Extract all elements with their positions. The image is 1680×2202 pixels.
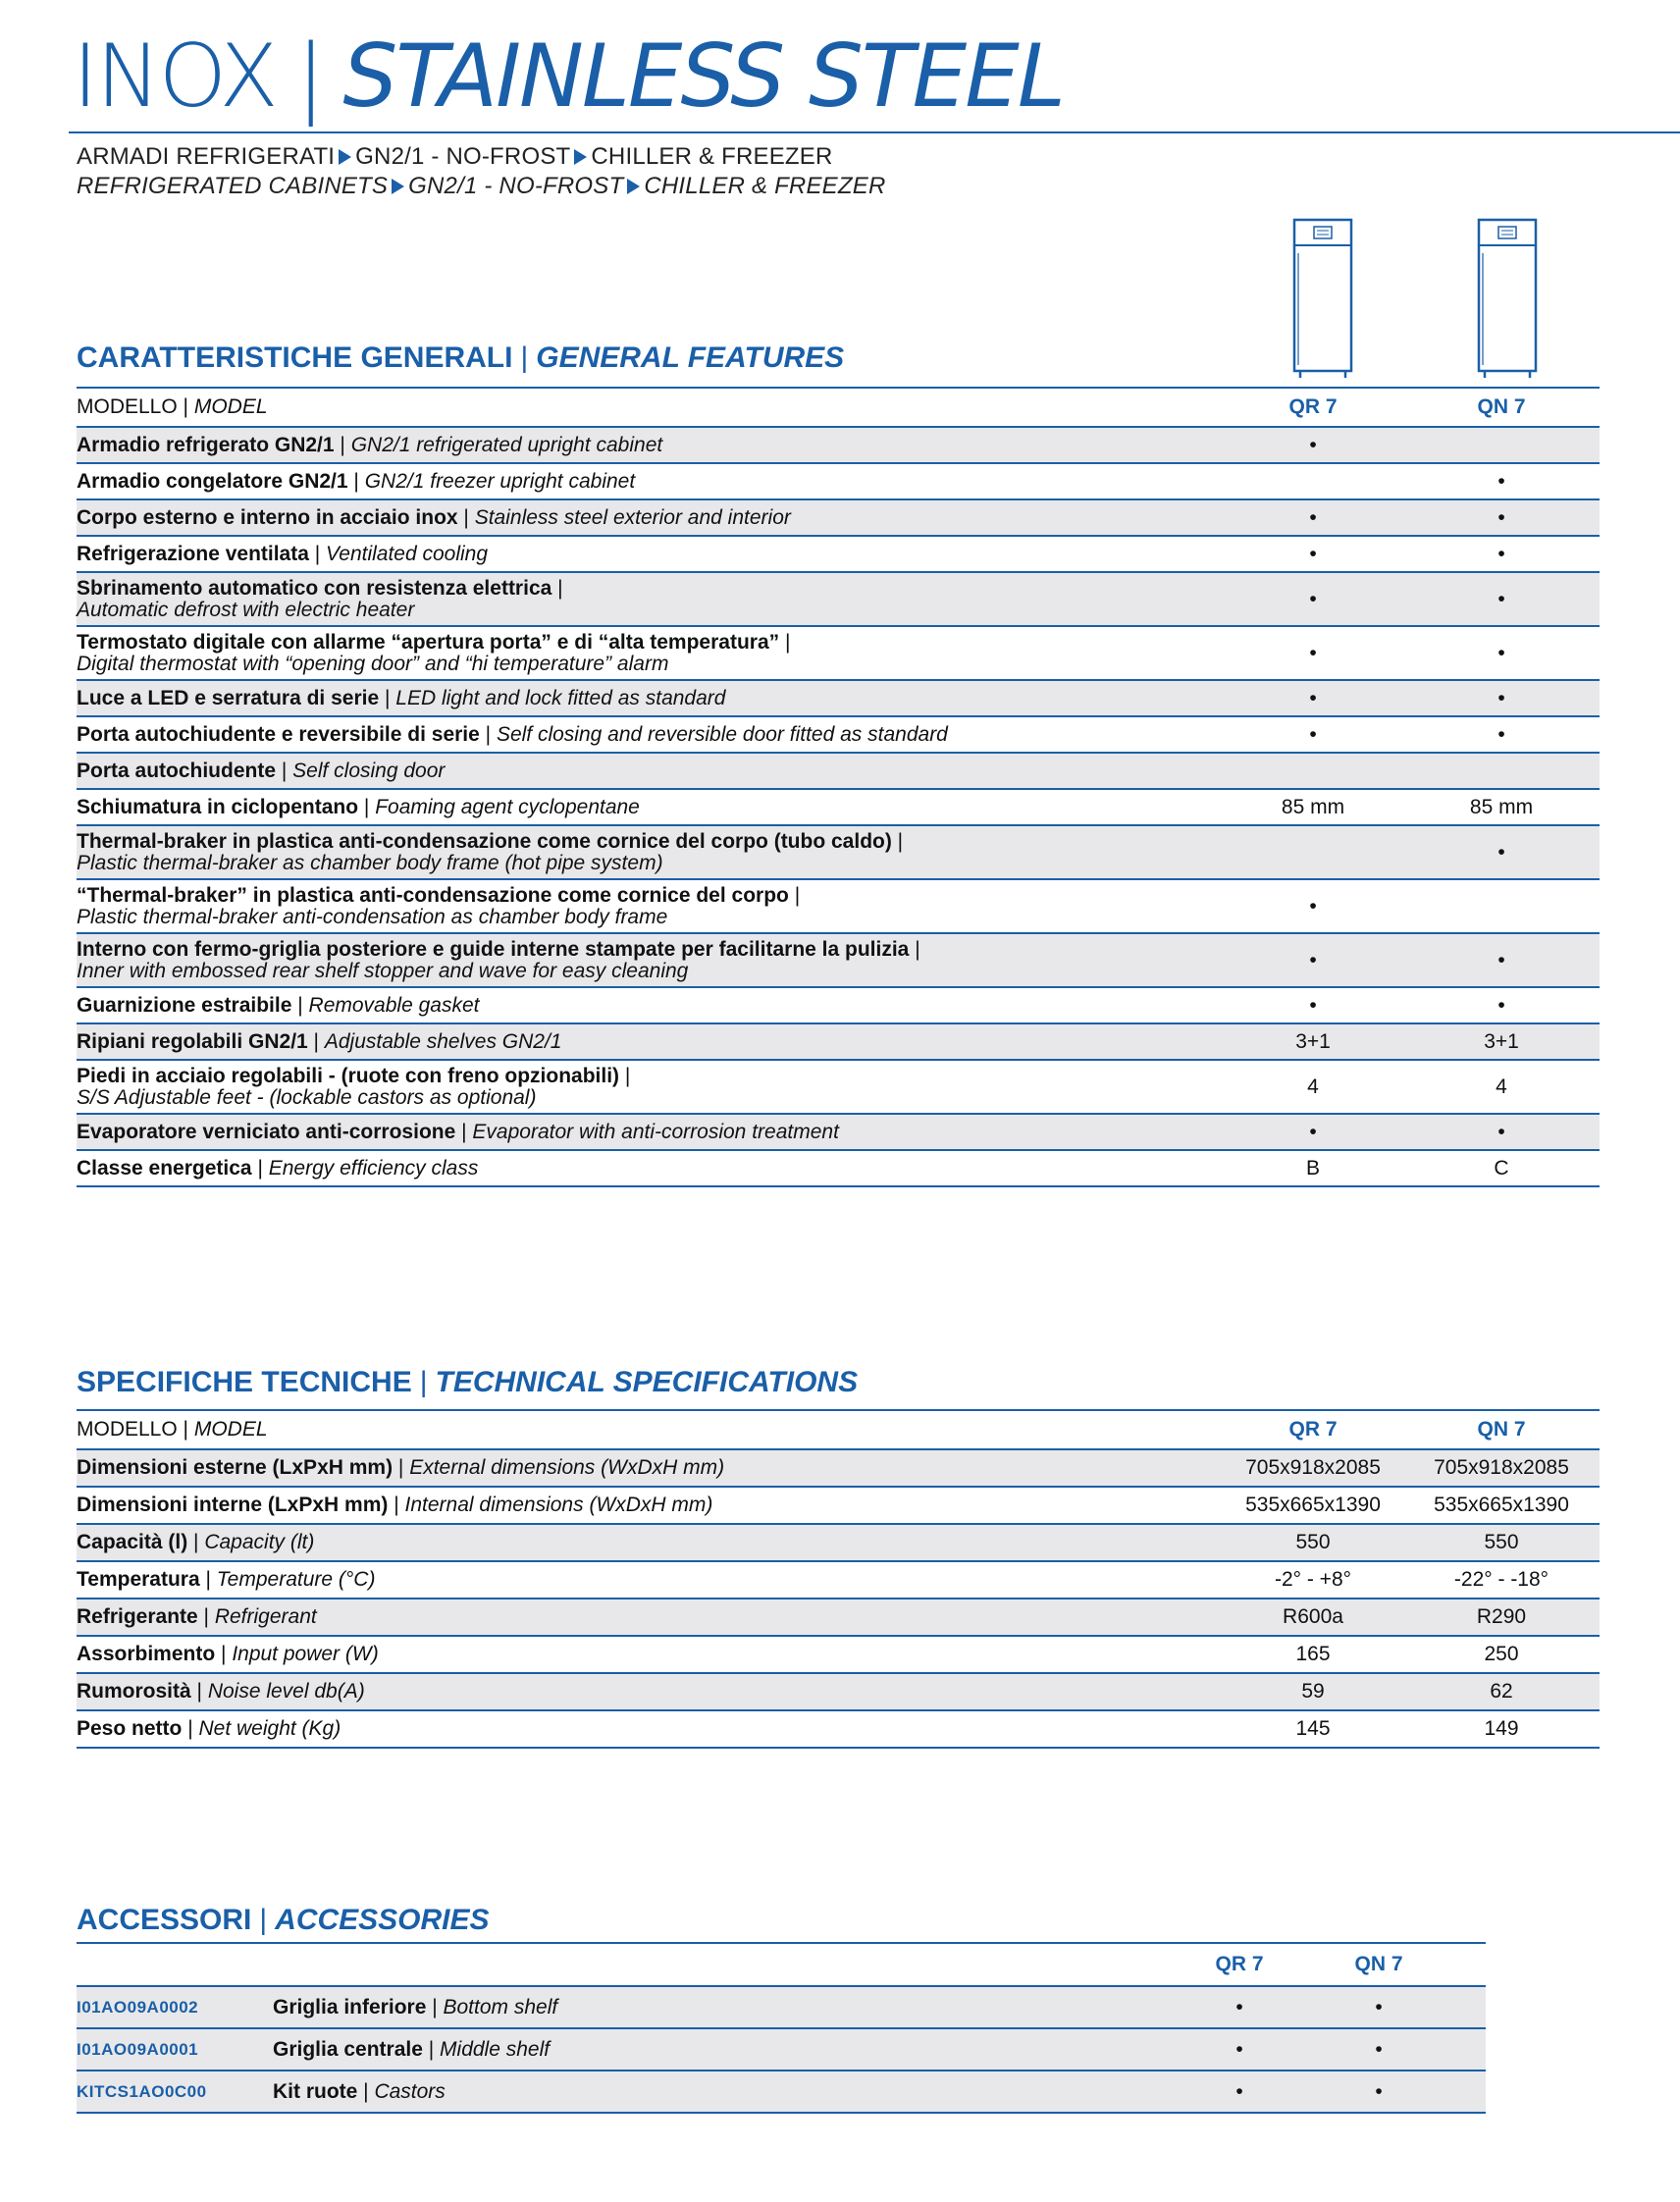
table-header-row <box>77 1411 1600 1450</box>
accessory-label-it: Kit ruote <box>273 2079 358 2103</box>
table-row <box>77 1151 1600 1187</box>
arrow-right-icon <box>339 149 351 165</box>
table-row <box>77 2029 1486 2071</box>
refrigerated-cabinet-icon <box>1292 218 1353 379</box>
subtitle-it-part: ARMADI REFRIGERATI <box>77 143 336 170</box>
accessory-qn7: • <box>1375 2080 1383 2103</box>
row-label-sep: | <box>187 1531 205 1553</box>
table-row <box>77 1024 1600 1061</box>
value-qr7: 4 <box>1307 1075 1319 1098</box>
table-row <box>77 1674 1600 1711</box>
subtitle-it-part: GN2/1 - NO-FROST <box>355 143 571 170</box>
table-row <box>77 790 1600 826</box>
row-label-it: Porta autochiudente <box>77 759 277 782</box>
row-label-sep: | <box>197 1605 215 1628</box>
value-qr7 <box>1220 826 1406 878</box>
accessories-heading <box>77 1904 490 1937</box>
row-label-sep: | <box>308 542 327 565</box>
model-label-sep: | <box>177 1418 194 1441</box>
table-row <box>77 464 1600 500</box>
table-row <box>77 428 1600 464</box>
row-label-en: Internal dimensions (WxDxH mm) <box>404 1494 713 1516</box>
value-qn7: • <box>1497 588 1505 610</box>
value-qn7: 535x665x1390 <box>1434 1494 1569 1516</box>
value-qn7: • <box>1497 949 1505 971</box>
value-qr7 <box>1220 754 1406 788</box>
value-qn7: 3+1 <box>1484 1029 1519 1053</box>
value-qr7: -2° - +8° <box>1274 1568 1352 1591</box>
table-row <box>77 627 1600 681</box>
row-label-en: S/S Adjustable feet - (lockable castors as optional) <box>77 1085 537 1109</box>
table-row <box>77 537 1600 573</box>
row-label-sep: | <box>334 433 351 456</box>
features-heading <box>77 341 844 375</box>
value-qn7: • <box>1497 723 1505 746</box>
table-row <box>77 1711 1600 1749</box>
row-label-sep: | <box>619 1064 631 1087</box>
table-header-row <box>77 1944 1486 1987</box>
row-label-en: Self closing door <box>292 759 446 782</box>
row-label-sep: | <box>251 1156 269 1180</box>
value-qn7: 250 <box>1484 1643 1519 1665</box>
accessories-heading-en: ACCESSORIES <box>275 1904 490 1936</box>
row-label-en: Refrigerant <box>214 1605 317 1628</box>
row-label-en: GN2/1 freezer upright cabinet <box>364 469 636 493</box>
row-label-sep: | <box>388 1494 405 1516</box>
row-label-en: External dimensions (WxDxH mm) <box>409 1456 725 1479</box>
row-label-sep: | <box>891 829 904 853</box>
specs-heading-it: SPECIFICHE TECNICHE <box>77 1366 412 1398</box>
accessories-table <box>77 1942 1486 2114</box>
row-label-sep: | <box>182 1717 199 1740</box>
row-label-sep: | <box>215 1643 233 1665</box>
title-separator: | <box>295 26 324 127</box>
column-header-qn7: QN 7 <box>1477 1418 1526 1441</box>
value-qr7: • <box>1309 994 1317 1017</box>
row-label-en: Stainless steel exterior and interior <box>474 505 791 529</box>
row-label-sep: | <box>199 1568 217 1591</box>
accessory-label-en: Middle shelf <box>440 2037 551 2061</box>
row-label-it: Refrigerante <box>77 1605 198 1628</box>
row-label-sep: | <box>358 795 376 818</box>
freezer-cabinet-icon <box>1477 218 1538 379</box>
row-label-en: Adjustable shelves GN2/1 <box>324 1029 562 1053</box>
row-label-it: Interno con fermo-griglia posteriore e guide interne stampate per facilitarne la pulizia <box>77 937 910 961</box>
table-row <box>77 880 1600 934</box>
value-qn7: • <box>1497 470 1505 493</box>
value-qr7: • <box>1309 1121 1317 1143</box>
row-label-it: Dimensioni interne (LxPxH mm) <box>77 1494 389 1516</box>
subtitle-english <box>77 173 885 200</box>
row-label-en: Plastic thermal-braker anti-condensation as chamber body frame <box>77 905 668 928</box>
row-label-sep: | <box>393 1456 410 1479</box>
table-row <box>77 754 1600 790</box>
accessories-heading-it: ACCESSORI <box>77 1904 252 1936</box>
arrow-right-icon <box>627 179 640 194</box>
table-header-row <box>77 389 1600 428</box>
model-label-it: MODELLO <box>77 1418 178 1441</box>
heading-separator: | <box>520 341 529 374</box>
column-header-qn7: QN 7 <box>1477 395 1526 418</box>
value-qr7: 550 <box>1295 1531 1331 1553</box>
row-label-it: Temperatura <box>77 1568 200 1591</box>
row-label-it: Corpo esterno e interno in acciaio inox <box>77 505 458 529</box>
specs-heading-en: TECHNICAL SPECIFICATIONS <box>435 1366 859 1398</box>
specs-heading <box>77 1366 858 1399</box>
value-qr7: • <box>1309 588 1317 610</box>
column-header-qr7: QR 7 <box>1215 1953 1264 1975</box>
value-qn7: • <box>1497 1121 1505 1143</box>
row-label-en: Foaming agent cyclopentane <box>375 795 640 818</box>
features-heading-it: CARATTERISTICHE GENERALI <box>77 341 513 374</box>
row-label-it: Assorbimento <box>77 1643 216 1665</box>
value-qr7: • <box>1309 723 1317 746</box>
accessory-label-it: Griglia inferiore <box>273 1995 427 2018</box>
subtitle-en-part: GN2/1 - NO-FROST <box>408 173 624 199</box>
features-table <box>77 387 1600 1187</box>
title-stainless-steel: STAINLESS STEEL <box>342 26 1064 127</box>
row-label-it: Ripiani regolabili GN2/1 <box>77 1029 308 1053</box>
subtitle-italian <box>77 143 833 171</box>
value-qr7: • <box>1309 543 1317 565</box>
row-label-it: Porta autochiudente e reversibile di serie <box>77 722 480 746</box>
value-qr7 <box>1220 464 1406 498</box>
value-qr7: 705x918x2085 <box>1245 1456 1381 1479</box>
row-label-sep: | <box>551 576 563 600</box>
row-label-sep: | <box>190 1680 208 1703</box>
accessory-label-sep: | <box>357 2079 375 2103</box>
accessory-code: KITCS1AO0C00 <box>77 2081 207 2101</box>
row-label-it: Schiumatura in ciclopentano <box>77 795 359 818</box>
arrow-right-icon <box>392 179 404 194</box>
table-row <box>77 1061 1600 1115</box>
specs-table <box>77 1409 1600 1749</box>
value-qn7: • <box>1497 687 1505 709</box>
row-label-it: Rumorosità <box>77 1680 191 1703</box>
row-label-en: Digital thermostat with “opening door” and “hi temperature” alarm <box>77 652 669 675</box>
row-label-en: Ventilated cooling <box>326 542 489 565</box>
value-qn7: • <box>1497 642 1505 664</box>
row-label-en: LED light and lock fitted as standard <box>395 686 726 709</box>
value-qn7 <box>1408 754 1595 788</box>
row-label-it: “Thermal-braker” in plastica anti-condensazione come cornice del corpo <box>77 883 789 907</box>
row-label-sep: | <box>455 1120 473 1143</box>
table-row <box>77 500 1600 537</box>
value-qr7: 145 <box>1295 1717 1331 1740</box>
value-qr7: • <box>1309 434 1317 456</box>
model-label-en: MODEL <box>193 395 268 418</box>
table-row <box>77 1987 1486 2029</box>
row-label-it: Peso netto <box>77 1717 183 1740</box>
heading-separator: | <box>419 1366 428 1398</box>
title-rule <box>69 131 1680 133</box>
table-row <box>77 1562 1600 1599</box>
accessory-qr7: • <box>1235 2038 1243 2061</box>
value-qn7: R290 <box>1476 1605 1527 1628</box>
row-label-sep: | <box>788 883 801 907</box>
accessory-qr7: • <box>1235 1996 1243 2018</box>
value-qn7: • <box>1497 543 1505 565</box>
value-qr7: 165 <box>1295 1643 1331 1665</box>
row-label-en: Self closing and reversible door fitted as standard <box>496 722 948 746</box>
value-qn7: 4 <box>1496 1075 1507 1098</box>
row-label-it: Armadio congelatore GN2/1 <box>77 469 348 493</box>
accessory-qn7: • <box>1375 1996 1383 2018</box>
row-label-en: Plastic thermal-braker as chamber body frame (hot pipe system) <box>77 851 663 874</box>
column-header-qn7: QN 7 <box>1354 1953 1403 1975</box>
page-title <box>73 27 1064 126</box>
value-qr7: • <box>1309 895 1317 918</box>
value-qn7: 550 <box>1484 1531 1519 1553</box>
table-row <box>77 988 1600 1024</box>
row-label-en: Energy efficiency class <box>268 1156 479 1180</box>
column-header-qr7: QR 7 <box>1288 1418 1338 1441</box>
accessory-qr7: • <box>1235 2080 1243 2103</box>
value-qn7: 705x918x2085 <box>1434 1456 1569 1479</box>
row-label-it: Guarnizione estraibile <box>77 993 292 1017</box>
value-qn7 <box>1408 880 1595 932</box>
value-qr7: • <box>1309 949 1317 971</box>
value-qn7: • <box>1497 994 1505 1017</box>
subtitle-en-part: REFRIGERATED CABINETS <box>77 173 389 199</box>
value-qn7: 85 mm <box>1469 795 1534 818</box>
table-row <box>77 1488 1600 1525</box>
value-qr7: • <box>1309 506 1317 529</box>
row-label-en: Automatic defrost with electric heater <box>77 598 415 621</box>
subtitle-en-part: CHILLER & FREEZER <box>644 173 886 199</box>
row-label-it: Dimensioni esterne (LxPxH mm) <box>77 1456 394 1479</box>
table-row <box>77 826 1600 880</box>
accessory-label <box>273 2080 1486 2104</box>
row-label-sep: | <box>479 722 497 746</box>
row-label-en: Inner with embossed rear shelf stopper and wave for easy cleaning <box>77 959 689 982</box>
row-label-en: Noise level db(A) <box>207 1680 365 1703</box>
value-qn7: 62 <box>1490 1680 1513 1703</box>
model-label-en: MODEL <box>193 1418 268 1441</box>
accessory-label-en: Castors <box>374 2079 446 2103</box>
accessory-label-it: Griglia centrale <box>273 2037 423 2061</box>
model-label-sep: | <box>177 395 194 418</box>
subtitle-it-part: CHILLER & FREEZER <box>591 143 833 170</box>
row-label-it: Refrigerazione ventilata <box>77 542 309 565</box>
row-label-sep: | <box>291 993 309 1017</box>
value-qr7: • <box>1309 642 1317 664</box>
row-label-en: GN2/1 refrigerated upright cabinet <box>350 433 663 456</box>
table-row <box>77 934 1600 988</box>
features-heading-en: GENERAL FEATURES <box>536 341 845 374</box>
value-qr7: 59 <box>1301 1680 1325 1703</box>
row-label-sep: | <box>779 630 791 654</box>
row-label-sep: | <box>347 469 365 493</box>
value-qr7: R600a <box>1283 1605 1343 1628</box>
row-label-it: Armadio refrigerato GN2/1 <box>77 433 335 456</box>
accessory-label-sep: | <box>422 2037 441 2061</box>
row-label-en: Capacity (lt) <box>204 1531 315 1553</box>
accessory-code: I01AO09A0001 <box>77 2039 199 2059</box>
row-label-it: Capacità (l) <box>77 1531 188 1553</box>
title-inox: INOX <box>73 26 277 127</box>
value-qr7: • <box>1309 687 1317 709</box>
row-label-sep: | <box>307 1029 325 1053</box>
accessory-label-sep: | <box>426 1995 444 2018</box>
accessory-qn7: • <box>1375 2038 1383 2061</box>
accessory-label <box>273 2038 1486 2062</box>
row-label-it: Thermal-braker in plastica anti-condensazione come cornice del corpo (tubo caldo) <box>77 829 892 853</box>
table-row <box>77 1637 1600 1674</box>
row-label-it: Sbrinamento automatico con resistenza elettrica <box>77 576 552 600</box>
heading-separator: | <box>259 1904 268 1936</box>
value-qn7 <box>1408 428 1595 462</box>
value-qn7: -22° - -18° <box>1453 1568 1549 1591</box>
table-row <box>77 1599 1600 1637</box>
row-label-en: Evaporator with anti-corrosion treatment <box>472 1120 839 1143</box>
row-label-it: Termostato digitale con allarme “apertura porta” e di “alta temperatura” <box>77 630 780 654</box>
value-qn7: C <box>1494 1156 1509 1180</box>
row-label-en: Temperature (°C) <box>216 1568 376 1591</box>
value-qr7: B <box>1305 1156 1320 1180</box>
model-label-it: MODELLO <box>77 395 178 418</box>
accessory-label-en: Bottom shelf <box>443 1995 558 2018</box>
value-qn7: • <box>1497 841 1505 864</box>
row-label-sep: | <box>457 505 475 529</box>
row-label-en: Input power (W) <box>232 1643 379 1665</box>
table-row <box>77 717 1600 754</box>
value-qr7: 85 mm <box>1281 795 1345 818</box>
row-label-it: Luce a LED e serratura di serie <box>77 686 380 709</box>
table-row <box>77 1450 1600 1488</box>
value-qr7: 535x665x1390 <box>1245 1494 1381 1516</box>
row-label-it: Evaporatore verniciato anti-corrosione <box>77 1120 456 1143</box>
value-qr7: 3+1 <box>1295 1029 1331 1053</box>
row-label-it: Classe energetica <box>77 1156 252 1180</box>
table-row <box>77 681 1600 717</box>
row-label-it: Piedi in acciaio regolabili - (ruote con freno opzionabili) <box>77 1064 620 1087</box>
table-row <box>77 2071 1486 2114</box>
accessory-label <box>273 1996 1486 2019</box>
value-qn7: 149 <box>1484 1717 1519 1740</box>
table-row <box>77 573 1600 627</box>
row-label-sep: | <box>276 759 293 782</box>
table-row <box>77 1525 1600 1562</box>
row-label-en: Net weight (Kg) <box>198 1717 341 1740</box>
column-header-qr7: QR 7 <box>1288 395 1338 418</box>
row-label-sep: | <box>379 686 396 709</box>
value-qn7: • <box>1497 506 1505 529</box>
table-row <box>77 1115 1600 1151</box>
accessory-code: I01AO09A0002 <box>77 1997 199 2017</box>
row-label-en: Removable gasket <box>308 993 480 1017</box>
arrow-right-icon <box>574 149 587 165</box>
row-label-sep: | <box>909 937 920 961</box>
